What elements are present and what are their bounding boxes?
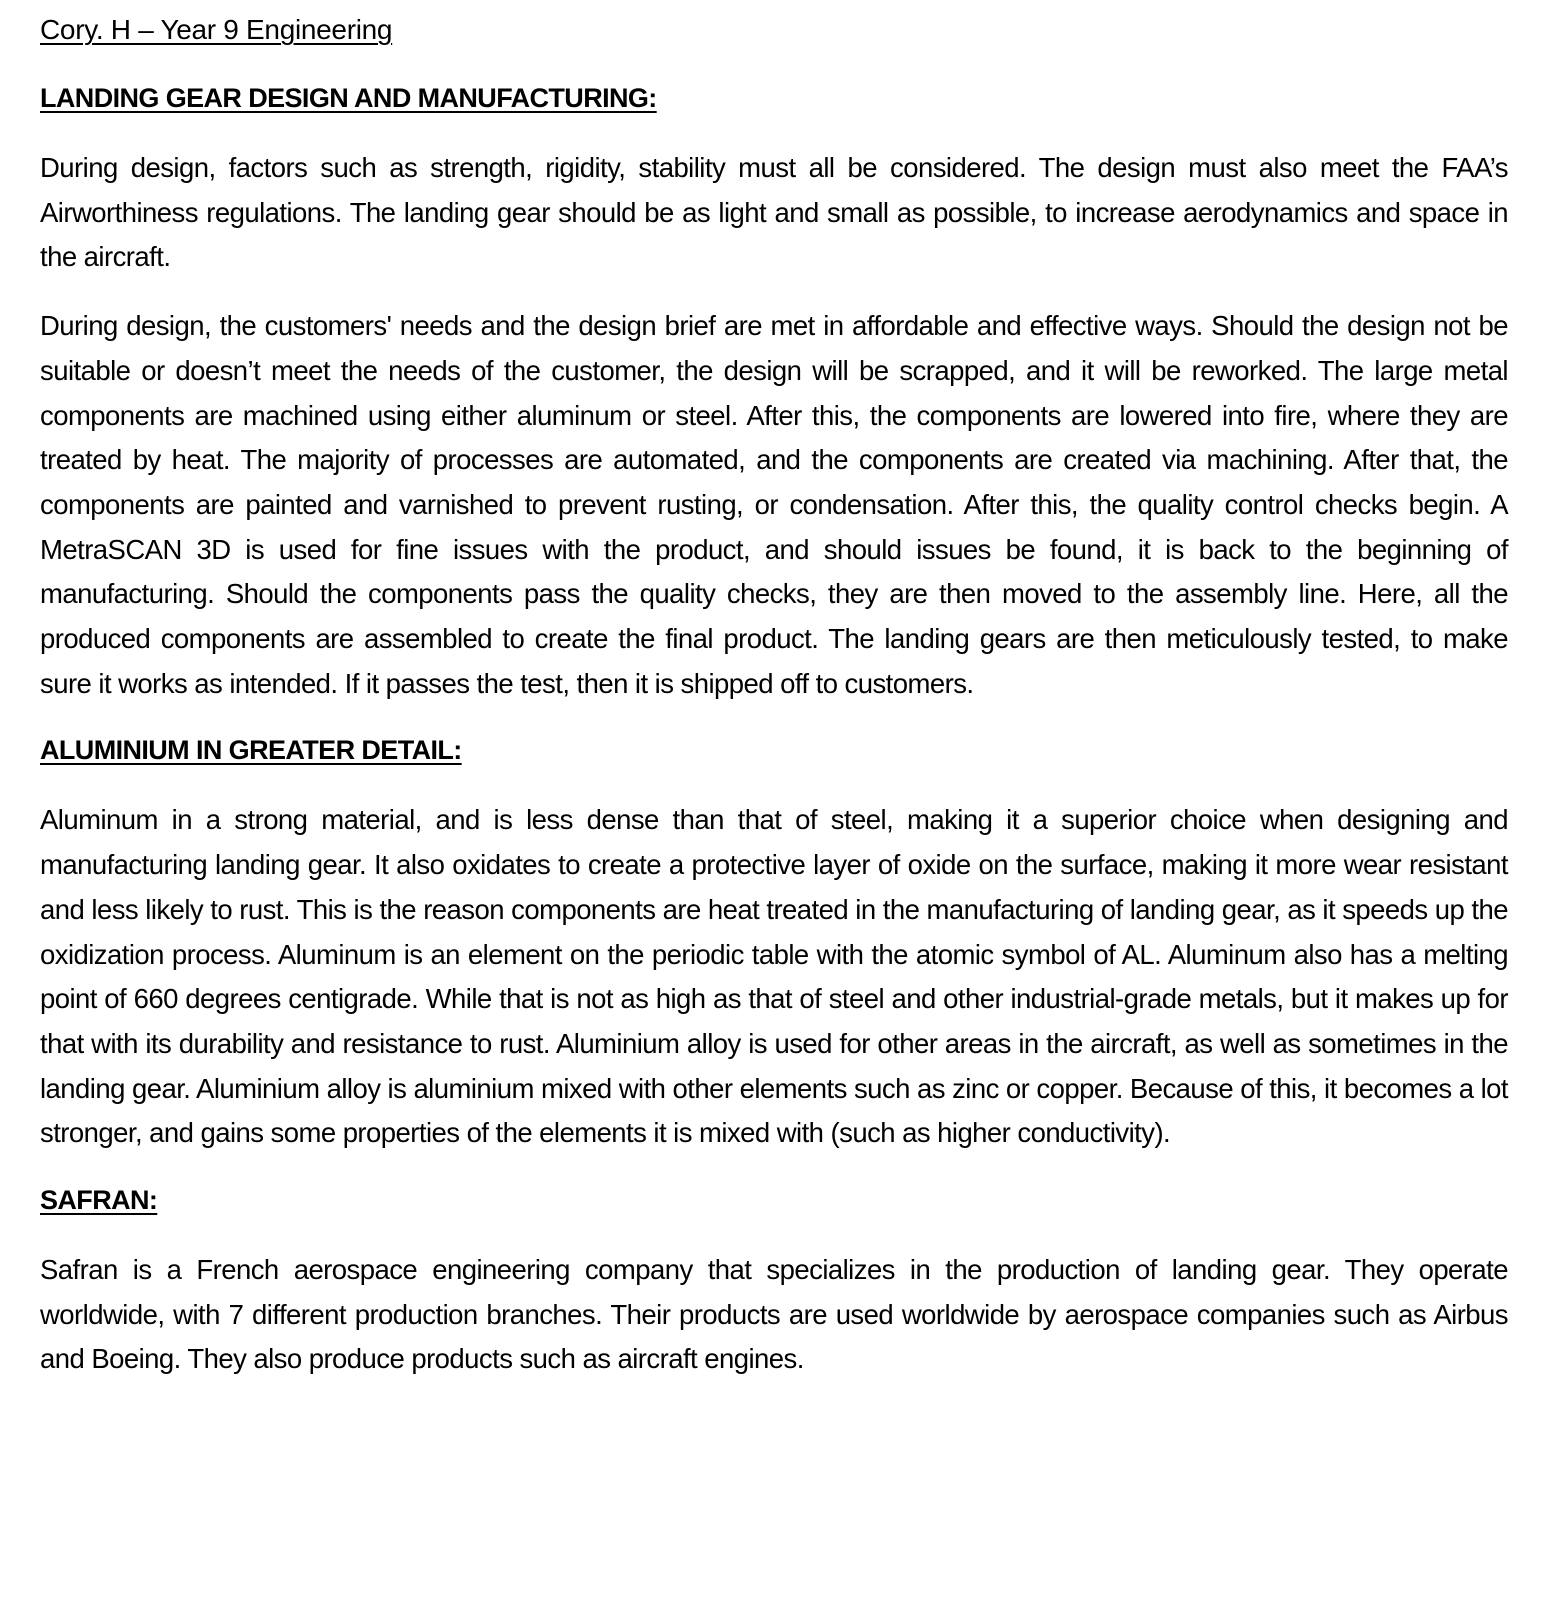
section-safran: [40, 1180, 1508, 1382]
section-heading: LANDING GEAR DESIGN AND MANUFACTURING:: [40, 83, 657, 113]
paragraph: During design, the customers' needs and the design brief are met in affordable and effective ways. Should the design not be suitable or doesn’t meet the needs of the customer, the design will be scrapped, and it will be reworked. The large metal components are machined using either aluminum or steel. After this, the components are lowered into fire, where they are treated by heat. The majority of processes are automated, and the components are created via machining. After that, the components are painted and varnished to prevent rusting, or condensation. After this, the quality control checks begin. A MetraSCAN 3D is used for fine issues with the product, and should issues be found, it is back to the beginning of manufacturing. Should the components pass the quality checks, they are then moved to the assembly line. Here, all the produced components are assembled to create the final product. The landing gears are then meticulously tested, to make sure it works as intended. If it passes the test, then it is shipped off to customers.: [40, 310, 1508, 699]
author-line: Cory. H – Year 9 Engineering: [40, 14, 393, 45]
section-heading: ALUMINIUM IN GREATER DETAIL:: [40, 735, 462, 766]
paragraph: Safran is a French aerospace engineering company that specializes in the production of landing gear. They operate worldwide, with 7 different production branches. Their products are used worldwide by aerospace companies such as Airbus and Boeing. They also produce products such as aircraft engines.: [40, 1254, 1508, 1375]
paragraph: Aluminum in a strong material, and is less dense than that of steel, making it a superior choice when designing and manufacturing landing gear. It also oxidates to create a protective layer of oxide on the surface, making it more wear resistant and less likely to rust. This is the reason components are heat treated in the manufacturing of landing gear, as it speeds up the oxidization process. Aluminum is an element on the periodic table with the atomic symbol of AL. Aluminum also has a melting point of 660 degrees centigrade. While that is not as high as that of steel and other industrial-grade metals, but it makes up for that with its durability and resistance to rust. Aluminium alloy is used for other areas in the aircraft, as well as sometimes in the landing gear. Aluminium alloy is aluminium mixed with other elements such as zinc or copper. Because of this, it becomes a lot stronger, and gains some properties of the elements it is mixed with (such as higher conductivity).: [40, 804, 1508, 1149]
section-aluminium-detail: [40, 730, 1508, 1156]
section-landing-gear-design: [40, 78, 1508, 706]
paragraph: During design, factors such as strength, rigidity, stability must all be considered. The design must also meet the FAA’s Airworthiness regulations. The landing gear should be as light and small as possible, to increase aerodynamics and space in the aircraft.: [40, 152, 1508, 273]
section-heading: SAFRAN:: [40, 1185, 158, 1216]
